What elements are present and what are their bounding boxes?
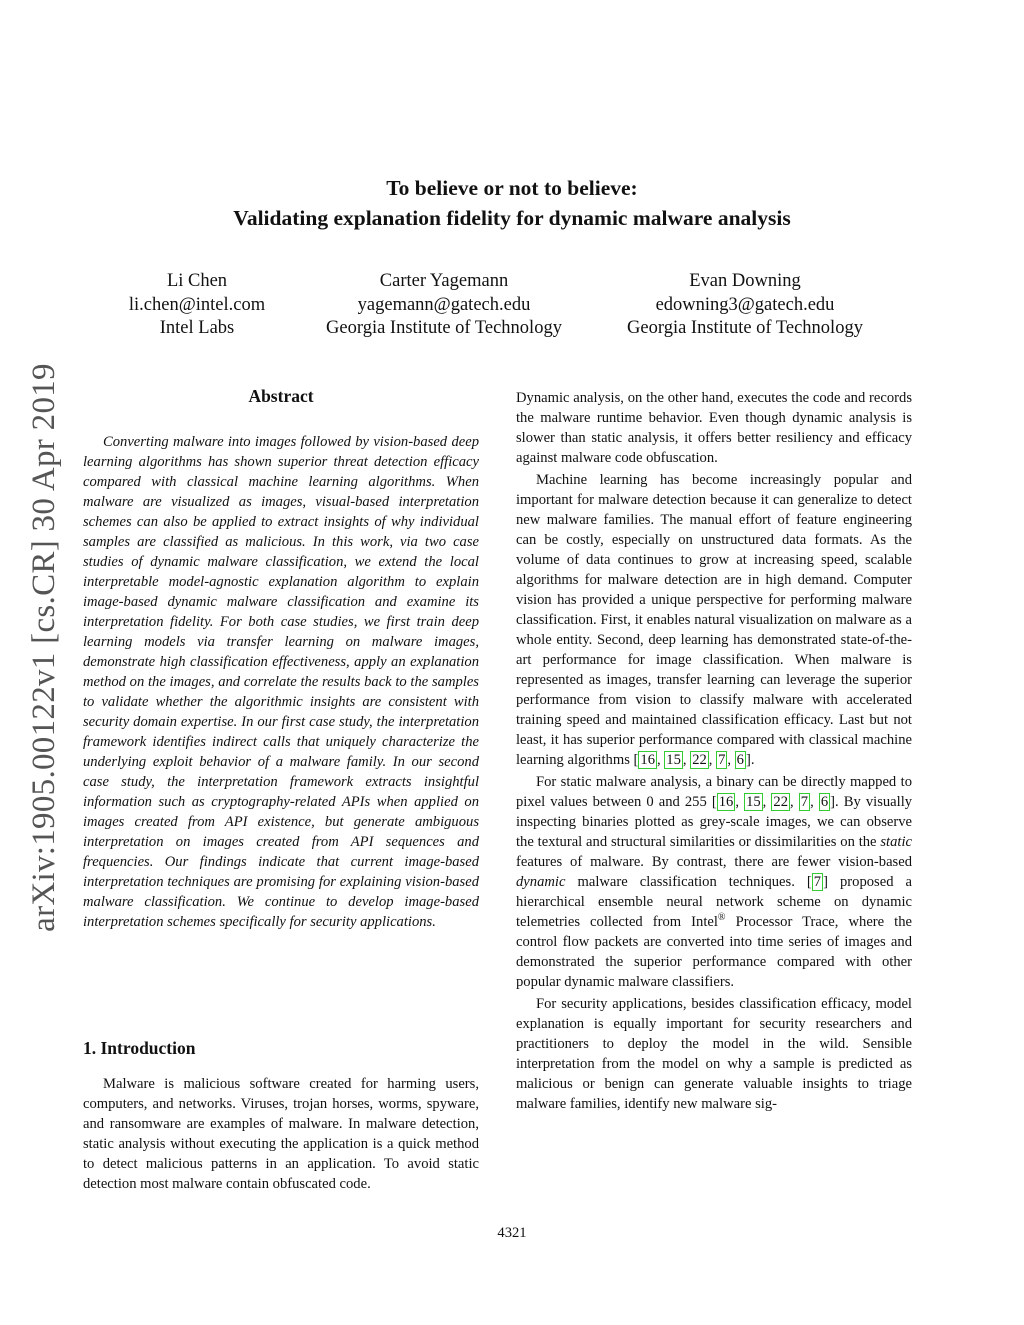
intro-paragraph-1: Malware is malicious software created for harming users, computers, and networks. Viruses, trojan horses, worms, spyware, and ransomware are examples of malware. In malware detection, static analysis without executing the application is a quick method to detect malicious patterns in an application. To avoid static detection most malware contain obfuscated code. <box>83 1076 479 1192</box>
citation-link[interactable]: 6 <box>820 794 829 810</box>
arxiv-identifier <box>22 350 66 945</box>
citation-link[interactable]: 22 <box>692 752 707 768</box>
emphasis-dynamic: dynamic <box>516 874 566 890</box>
citation-link[interactable]: 15 <box>666 752 681 768</box>
registered-mark: ® <box>717 912 726 924</box>
abstract-text: Converting malware into images followed by vision-based deep learning algorithms has shown superior threat detection efficacy compared with classical machine learning algorithms. When malware are visualized as images, visual-based interpretation schemes can also be applied to extract insights of why individual samples are classified as malicious. In this work, via two case studies of dynamic malware classification, we extend the local interpretable model-agnostic explanation algorithm to explain image-based dynamic malware classification and examine its interpretation fidelity. For both case studies, we first train deep learning models via transfer learning on malware images, demonstrate high classification effectiveness, apply an explanation method on the images, and correlate the results back to the samples to validate whether the algorithmic insights are consistent with security domain expertise. In our first case study, the interpretation framework identifies indirect calls that uniquely characterize the underlying exploit behavior of a malware family. In our second case study, the interpretation framework extracts insightful information such as cryptography-related APIs when applied on images created from API existence, but generate ambiguous interpretation on images created from API sequences and frequencies. Our findings indicate that current image-based interpretation techniques are promising for explaining vision-based malware classification. We continue to develop image-based interpretation schemes specifically for security applications. <box>83 434 479 930</box>
citation-link[interactable]: 7 <box>813 874 822 890</box>
paragraph-continuation: Dynamic analysis, on the other hand, executes the code and records the malware runtime behavior. Even though dynamic analysis is slower than static analysis, it offers better resiliency and efficacy against malware code obfuscation. <box>516 390 912 466</box>
paper-title-line1: To believe or not to believe: <box>386 176 638 200</box>
citation-link[interactable]: 6 <box>736 752 744 768</box>
page-number: 4321 <box>497 1225 527 1241</box>
author-name: Evan Downing <box>689 271 801 291</box>
right-column <box>516 388 912 1116</box>
abstract-heading: Abstract <box>248 386 314 406</box>
author-block-3 <box>614 270 876 341</box>
citation-link[interactable]: 16 <box>718 794 734 810</box>
author-affiliation: Intel Labs <box>159 318 235 338</box>
author-affiliation: Georgia Institute of Technology <box>627 318 863 338</box>
author-email: li.chen@intel.com <box>128 294 266 315</box>
paper-title-line2: Validating explanation fidelity for dynamic malware analysis <box>233 206 791 230</box>
paragraph-text: For static malware analysis, a binary can be directly mapped to pixel values between 0 and 255 <box>516 774 912 810</box>
citation-link[interactable]: 7 <box>800 794 809 810</box>
emphasis-static: static <box>880 834 912 850</box>
author-email: yagemann@gatech.edu <box>357 294 531 315</box>
arxiv-identifier-text: arXiv:1905.00122v1 [cs.CR] 30 Apr 2019 <box>25 363 62 932</box>
citation-link[interactable]: 15 <box>746 794 761 810</box>
citation-link[interactable]: 16 <box>640 752 655 768</box>
author-name: Li Chen <box>166 271 228 291</box>
citation-link[interactable]: 22 <box>773 794 789 810</box>
citation-link[interactable]: 7 <box>718 752 726 768</box>
paragraph-text: Processor Trace, where the control flow packets are converted into time series of images and demonstrated the superior performance compared with other popular dynamic malware classifiers. <box>516 914 912 990</box>
paragraph-security-applications: For security applications, besides classification efficacy, model explanation is equally important for security researchers and practitioners to deploy the model in the wild. Sensible interpretation from the model on why a sample is predicted as malicious or benign can generate valuable insights to triage malware families, identify new malware sig- <box>516 996 912 1112</box>
paragraph-text: features of malware. By contrast, there are fewer vision-based <box>516 854 912 870</box>
paragraph-text: malware classification techniques. <box>577 874 795 890</box>
paragraph-static-analysis: For static malware analysis, a binary can be directly mapped to pixel values between 0 and 255 [ 16 , 15 , 22 , 7 , 6 ]. By visually inspecting binaries plotted as grey-scale images, we can observe the textural and structural similarities or dissimilarities on the static features of malware. By contrast, there are fewer vision-based dynamic malware classification techniques. [ 7 ] proposed a hierarchical ensemble neural network scheme on dynamic telemetries collected from Intel® Processor Trace, where the control flow packets are converted into time series of images and demonstrated the superior performance compared with other popular dynamic malware classifiers. <box>516 774 913 990</box>
section-heading-introduction: 1. Introduction <box>83 1038 196 1058</box>
paragraph-machine-learning: Machine learning has become increasingly popular and important for malware detection because it can generalize to detect new malware families. The manual effort of feature engineering can be costly, especially on unstructured data formats. As the volume of data continues to grow at increasing speed, scalable algorithms for malware detection are in high demand. Computer vision has provided a unique perspective for performing malware classification. First, it enables natural visualization on malware as a whole entity. Second, deep learning has demonstrated state-of-the-art performance for image classification. When malware is represented as images, transfer learning can leverage the superior performance from vision to classify malware with accelerated training speed and maintained classification efficacy. Last but not least, it has superior performance compared with classical machine learning algorithms [ 16 , 15 , 22 , 7 , 6 ]. <box>516 472 912 768</box>
abstract-body <box>83 432 479 932</box>
author-affiliation: Georgia Institute of Technology <box>326 318 562 338</box>
author-block-1 <box>117 270 277 341</box>
author-block-2 <box>314 270 574 341</box>
author-email: edowning3@gatech.edu <box>655 294 835 315</box>
author-name: Carter Yagemann <box>379 271 509 291</box>
introduction-body <box>83 1074 479 1194</box>
paragraph-text: By visually inspecting binaries plotted as grey-scale images, we can observe the textural and structural similarities or dissimilarities on the <box>516 794 913 850</box>
paragraph-text: proposed a hierarchical ensemble neural network scheme on dynamic telemetries collected from Intel <box>516 874 912 930</box>
paragraph-text: Machine learning has become increasingly popular and important for malware detection because it can generalize to detect new malware families. The manual effort of feature engineering can be costly, especially on unstructured data formats. As the volume of data continues to grow at increasing speed, scalable algorithms for malware detection are in high demand. Computer vision has provided a unique perspective for performing malware classification. First, it enables natural visualization on malware as a whole entity. Second, deep learning has demonstrated state-of-the-art performance for image classification. When malware is represented as images, transfer learning can leverage the superior performance from vision to classify malware with accelerated training speed and maintained classification efficacy. Last but not least, it has superior performance compared with classical machine learning algorithms <box>516 472 912 768</box>
